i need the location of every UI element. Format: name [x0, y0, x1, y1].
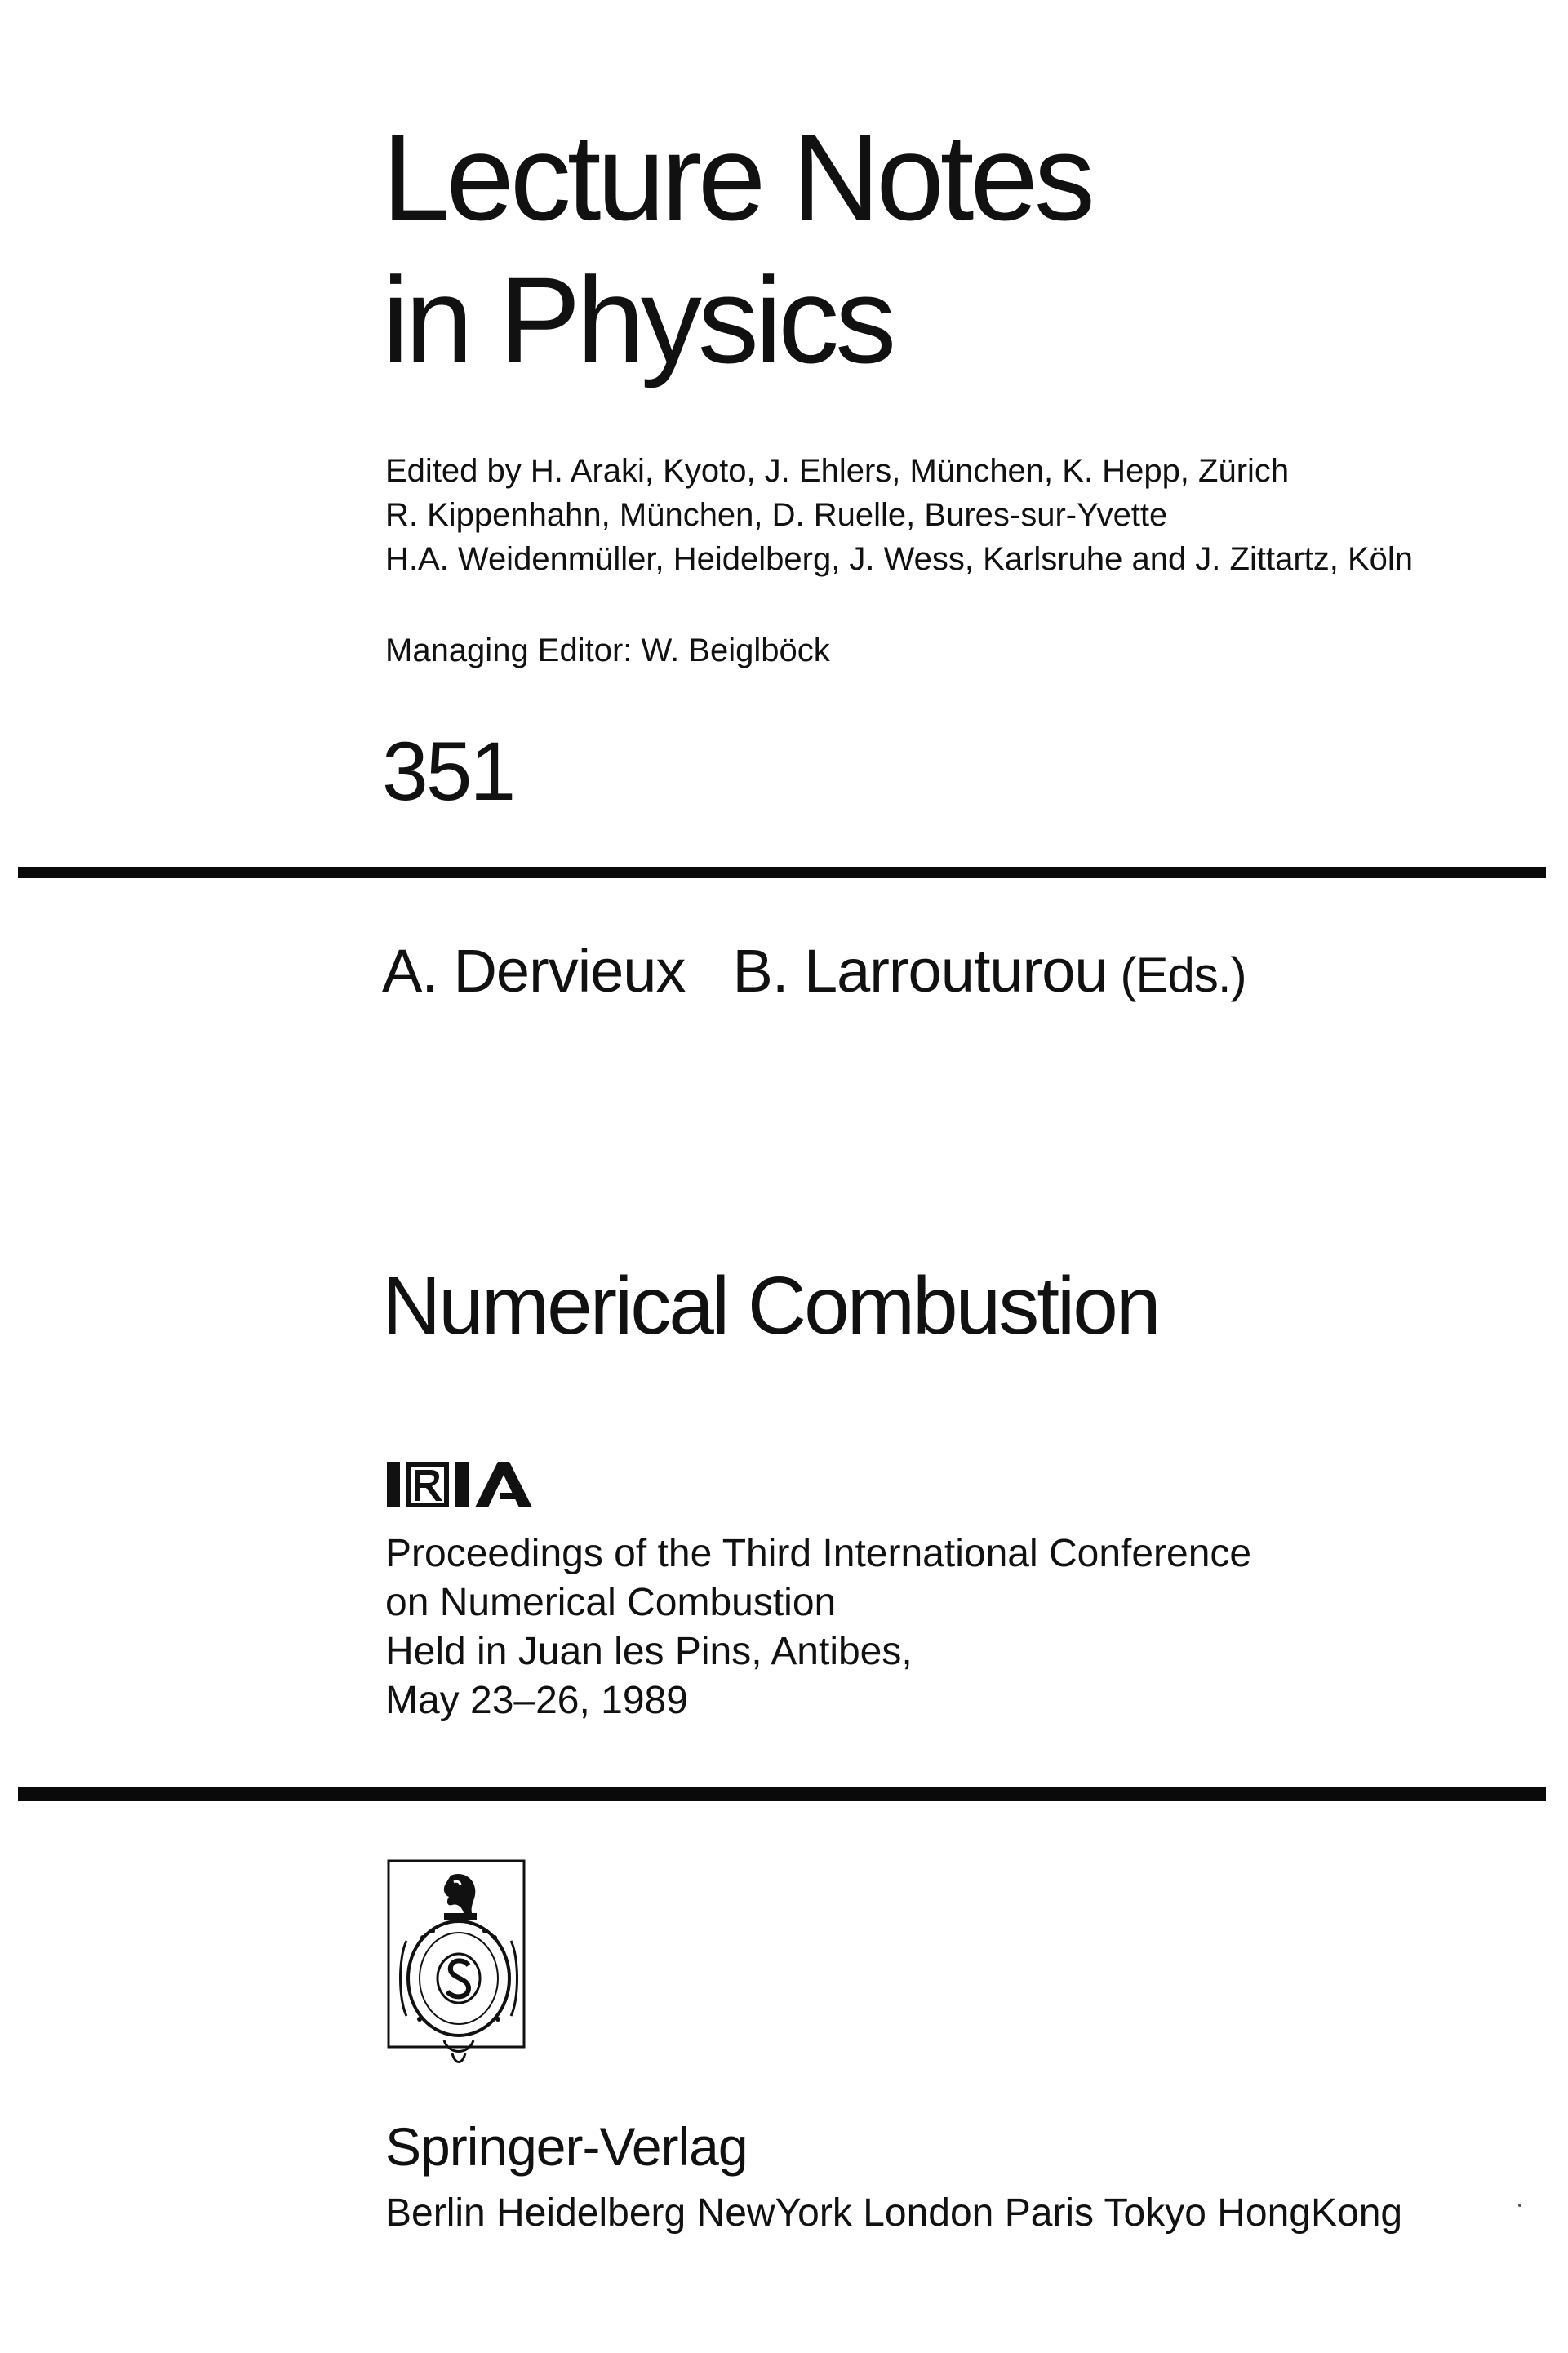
- author-1: A. Dervieux: [382, 937, 686, 1005]
- editors-line2: R. Kippenhahn, München, D. Ruelle, Bures-sur-Yvette: [385, 497, 1168, 533]
- proceedings-line1: Proceedings of the Third International Conference: [385, 1532, 1252, 1575]
- series-title-line2: in Physics: [382, 251, 893, 388]
- proceedings-line3: Held in Juan les Pins, Antibes,: [385, 1630, 913, 1673]
- editors-block: [385, 449, 1413, 581]
- bottom-divider-rule: [18, 1787, 1546, 1801]
- proceedings-line4: May 23–26, 1989: [385, 1679, 688, 1722]
- proceedings-block: [385, 1529, 1251, 1725]
- managing-editor: Managing Editor: W. Beiglböck: [385, 633, 830, 668]
- author-2: B. Larrouturou: [732, 937, 1108, 1005]
- publisher-name: Springer-Verlag: [385, 2116, 748, 2177]
- editors-line1: Edited by H. Araki, Kyoto, J. Ehlers, München, K. Hepp, Zürich: [385, 453, 1290, 489]
- proceedings-line2: on Numerical Combustion: [385, 1581, 837, 1624]
- scan-speck: [1518, 2204, 1521, 2207]
- series-title-line1: Lecture Notes: [382, 109, 1091, 246]
- editors-role: (Eds.): [1120, 948, 1246, 1002]
- top-divider-rule: [18, 867, 1546, 878]
- book-title: Numerical Combustion: [382, 1260, 1159, 1352]
- volume-number: 351: [382, 725, 514, 818]
- editors-line3: H.A. Weidenmüller, Heidelberg, J. Wess, Karlsruhe and J. Zittartz, Köln: [385, 541, 1414, 577]
- authors-line: [382, 930, 1246, 1016]
- inria-logo: [385, 1457, 549, 1509]
- series-title: [382, 106, 1091, 392]
- publisher-cities: Berlin Heidelberg NewYork London Paris Tokyo HongKong: [385, 2191, 1403, 2235]
- springer-knight-seal-icon: [387, 1859, 526, 2073]
